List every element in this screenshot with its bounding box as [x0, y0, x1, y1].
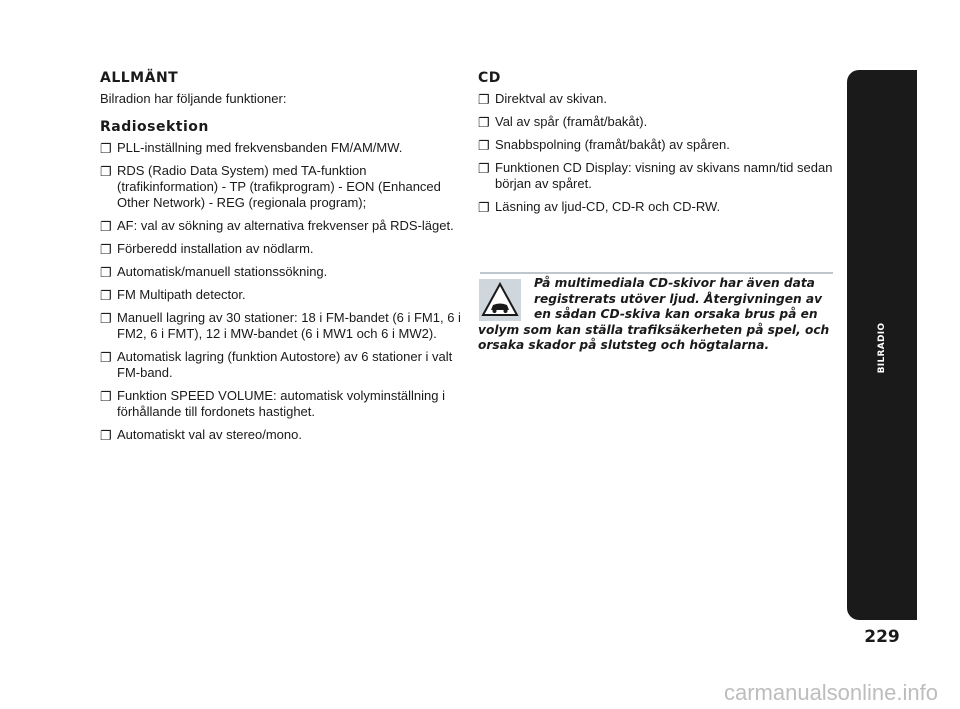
list-item: [100, 310, 465, 342]
list-item-text: Funktionen CD Display: visning av skivans namn/tid sedan början av spåret.: [495, 160, 833, 191]
subheading-radiosektion: Radiosektion: [100, 119, 209, 135]
list-item: [478, 114, 838, 130]
section-heading-cd: CD: [478, 70, 501, 86]
warning-text: På multimediala CD-skivor har även data registrerats utöver ljud. Återgivningen av en sådan CD-skiva kan orsaka brus på en volym som kan ställa trafiksäkerheten på spel, och orsaka skador på slutsteg och högtalarna.: [478, 276, 830, 352]
checkbox-bullet-icon: ❐: [478, 115, 490, 130]
list-item: [478, 91, 838, 107]
list-item-text: RDS (Radio Data System) med TA-funktion (trafikinformation) - TP (trafikprogram) - EON (Enhanced Other Network) - REG (regionala program);: [117, 163, 441, 210]
checkbox-bullet-icon: ❐: [100, 164, 112, 179]
list-item: [100, 241, 465, 257]
list-item-text: Manuell lagring av 30 stationer: 18 i FM-bandet (6 i FM1, 6 i FM2, 6 i FMT), 12 i MW-bandet (6 i MW1 och 6 i MW2).: [117, 310, 461, 341]
list-item-text: Direktval av skivan.: [495, 91, 607, 106]
chapter-label: BILRADIO: [877, 322, 887, 374]
list-item-text: Automatisk lagring (funktion Autostore) av 6 stationer i valt FM-band.: [117, 349, 453, 380]
left-column: [100, 70, 465, 450]
list-item: [100, 163, 465, 211]
checkbox-bullet-icon: ❐: [100, 141, 112, 156]
intro-text: Bilradion har följande funktioner:: [100, 91, 287, 106]
right-column: [478, 70, 838, 222]
checkbox-bullet-icon: ❐: [100, 219, 112, 234]
list-item-text: Val av spår (framåt/bakåt).: [495, 114, 648, 129]
checkbox-bullet-icon: ❐: [100, 311, 112, 326]
warning-divider: [480, 272, 833, 274]
list-item-text: Läsning av ljud-CD, CD-R och CD-RW.: [495, 199, 721, 214]
section-heading-allmant: ALLMÄNT: [100, 70, 179, 86]
list-item-text: Automatiskt val av stereo/mono.: [117, 427, 302, 442]
list-item-text: AF: val av sökning av alternativa frekvenser på RDS-läget.: [117, 218, 454, 233]
list-item-text: PLL-inställning med frekvensbanden FM/AM/MW.: [117, 140, 403, 155]
list-item: [100, 349, 465, 381]
list-item: [100, 218, 465, 234]
list-item-text: Förberedd installation av nödlarm.: [117, 241, 314, 256]
list-item-text: Funktion SPEED VOLUME: automatisk volyminställning i förhållande till fordonets hastighet.: [117, 388, 446, 419]
watermark: carmanualsonline.info: [723, 680, 938, 705]
checkbox-bullet-icon: ❐: [100, 350, 112, 365]
page-number: 229: [864, 627, 900, 647]
list-item-text: Snabbspolning (framåt/bakåt) av spåren.: [495, 137, 730, 152]
checkbox-bullet-icon: ❐: [100, 242, 112, 257]
list-item: [100, 140, 465, 156]
list-item: [478, 160, 838, 192]
checkbox-bullet-icon: ❐: [100, 288, 112, 303]
cd-feature-list: [478, 91, 838, 215]
checkbox-bullet-icon: ❐: [100, 389, 112, 404]
checkbox-bullet-icon: ❐: [478, 92, 490, 107]
radio-feature-list: [100, 140, 465, 443]
list-item: [100, 388, 465, 420]
list-item-text: Automatisk/manuell stationssökning.: [117, 264, 328, 279]
checkbox-bullet-icon: ❐: [478, 161, 490, 176]
checkbox-bullet-icon: ❐: [478, 200, 490, 215]
checkbox-bullet-icon: ❐: [100, 265, 112, 280]
list-item: [100, 287, 465, 303]
list-item: [478, 137, 838, 153]
checkbox-bullet-icon: ❐: [478, 138, 490, 153]
list-item: [100, 264, 465, 280]
list-item: [100, 427, 465, 443]
warning-note: [478, 276, 830, 354]
list-item: [478, 199, 838, 215]
checkbox-bullet-icon: ❐: [100, 428, 112, 443]
list-item-text: FM Multipath detector.: [117, 287, 246, 302]
